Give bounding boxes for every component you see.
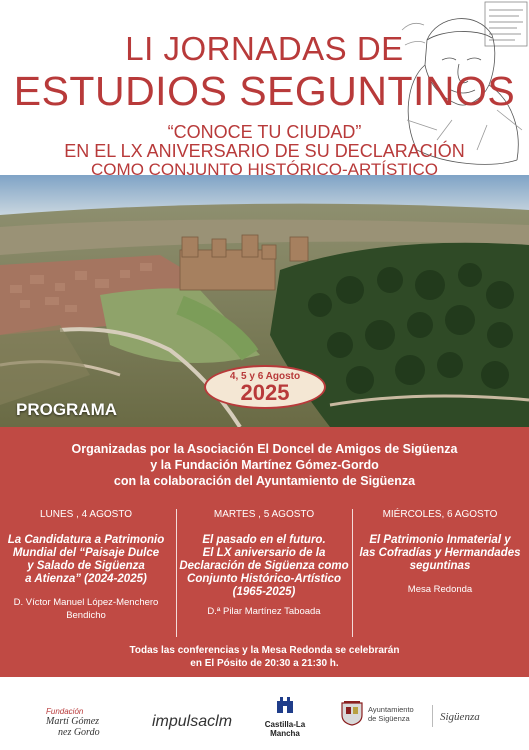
siguenza-brand-logo bbox=[440, 707, 480, 725]
speaker-line: D. Víctor Manuel López-Menchero bbox=[13, 597, 159, 608]
coat-of-arms-icon bbox=[340, 699, 364, 727]
talk-line: El LX aniversario de la bbox=[202, 547, 326, 559]
session-wednesday bbox=[354, 509, 526, 596]
talk-line: Declaración de Sigüenza como bbox=[179, 560, 349, 572]
session-day: MIÉRCOLES, 6 AGOSTO bbox=[382, 509, 498, 520]
impulsa-clm-logo bbox=[152, 713, 232, 731]
title-line-1: LI JORNADAS DE bbox=[125, 30, 404, 67]
speaker-line: Bendicho bbox=[66, 610, 106, 621]
subtitle-line-3: COMO CONJUNTO HISTÓRICO-ARTÍSTICO bbox=[91, 160, 438, 175]
column-divider bbox=[176, 509, 177, 637]
venue-note bbox=[0, 644, 529, 670]
logo-ayto-line2: de Sigüenza bbox=[368, 714, 410, 723]
logo-fundacion-text: Fundación bbox=[46, 707, 84, 716]
session-talk-title bbox=[178, 534, 350, 599]
talk-line: a Atienza” (2024-2025) bbox=[25, 573, 147, 585]
sponsor-logos bbox=[0, 677, 529, 750]
talk-line: (1965-2025) bbox=[232, 586, 296, 598]
date-days: 4, 5 y 6 Agosto bbox=[229, 371, 301, 382]
talk-line: La Candidatura a Patrimonio bbox=[7, 534, 165, 546]
talk-line: El pasado en el futuro. bbox=[202, 534, 326, 546]
session-speaker bbox=[0, 596, 172, 622]
program-band bbox=[0, 427, 529, 677]
session-day: LUNES , 4 AGOSTO bbox=[39, 509, 133, 520]
date-badge bbox=[204, 365, 326, 409]
talk-line: Mundial del “Paisaje Dulce bbox=[12, 547, 160, 559]
logo-divider bbox=[432, 705, 433, 727]
organizers-text bbox=[0, 441, 529, 489]
logo-ayto-line1: Ayuntamiento bbox=[368, 705, 414, 714]
organizers-line-2: y la Fundación Martínez Gómez-Gordo bbox=[150, 458, 379, 472]
organizers-line-1: Organizadas por la Asociación El Doncel de Amigos de Sigüenza bbox=[71, 442, 458, 456]
subtitle-line-1: “CONOCE TU CIUDAD” bbox=[167, 122, 362, 142]
castle-emblem-icon bbox=[275, 693, 295, 715]
subtitle-line-2: EN EL LX ANIVERSARIO DE SU DECLARACIÓN bbox=[64, 141, 465, 161]
talk-line: El Patrimonio Inmaterial y bbox=[369, 534, 511, 546]
header bbox=[0, 0, 529, 175]
fundacion-martinez-gomez-gordo-logo bbox=[46, 707, 136, 738]
venue-note-line-2: en El Pósito de 20:30 a 21:30 h. bbox=[190, 658, 339, 669]
column-divider bbox=[352, 509, 353, 637]
aerial-photo bbox=[0, 175, 529, 427]
session-talk-title bbox=[354, 534, 526, 573]
logo-clm-text: Castilla-La Mancha bbox=[264, 720, 306, 738]
session-tuesday bbox=[178, 509, 350, 618]
ayuntamiento-siguenza-logo bbox=[340, 699, 430, 727]
speaker-line: D.ª Pilar Martínez Taboada bbox=[207, 606, 321, 617]
speaker-line: Mesa Redonda bbox=[407, 584, 473, 595]
session-monday bbox=[0, 509, 172, 622]
session-day: MARTES , 5 AGOSTO bbox=[213, 509, 315, 520]
castilla-la-mancha-logo bbox=[252, 693, 318, 738]
programa-label: PROGRAMA bbox=[16, 400, 118, 419]
logo-marti-text: Martí Gómez bbox=[46, 716, 100, 727]
talk-line: y Salado de Sigüenza bbox=[27, 560, 145, 572]
venue-note-line-1: Todas las conferencias y la Mesa Redonda se celebrarán bbox=[129, 645, 400, 656]
organizers-line-3: con la colaboración del Ayuntamiento de Sigüenza bbox=[113, 474, 416, 488]
logo-siguenza-text: Sigüenza bbox=[440, 711, 480, 723]
logo-nez-text: nez Gordo bbox=[58, 727, 100, 738]
session-talk-title bbox=[0, 534, 172, 586]
date-year: 2025 bbox=[240, 380, 290, 405]
talk-line: las Cofradías y Hermandades bbox=[359, 547, 521, 559]
title-line-2: ESTUDIOS SEGUNTINOS bbox=[13, 68, 516, 114]
talk-line: Conjunto Histórico-Artístico bbox=[187, 573, 341, 585]
session-speaker bbox=[354, 583, 526, 596]
talk-line: seguntinas bbox=[409, 560, 471, 572]
session-speaker bbox=[178, 605, 350, 618]
logo-impulsa-text: impulsaclm bbox=[152, 713, 233, 730]
